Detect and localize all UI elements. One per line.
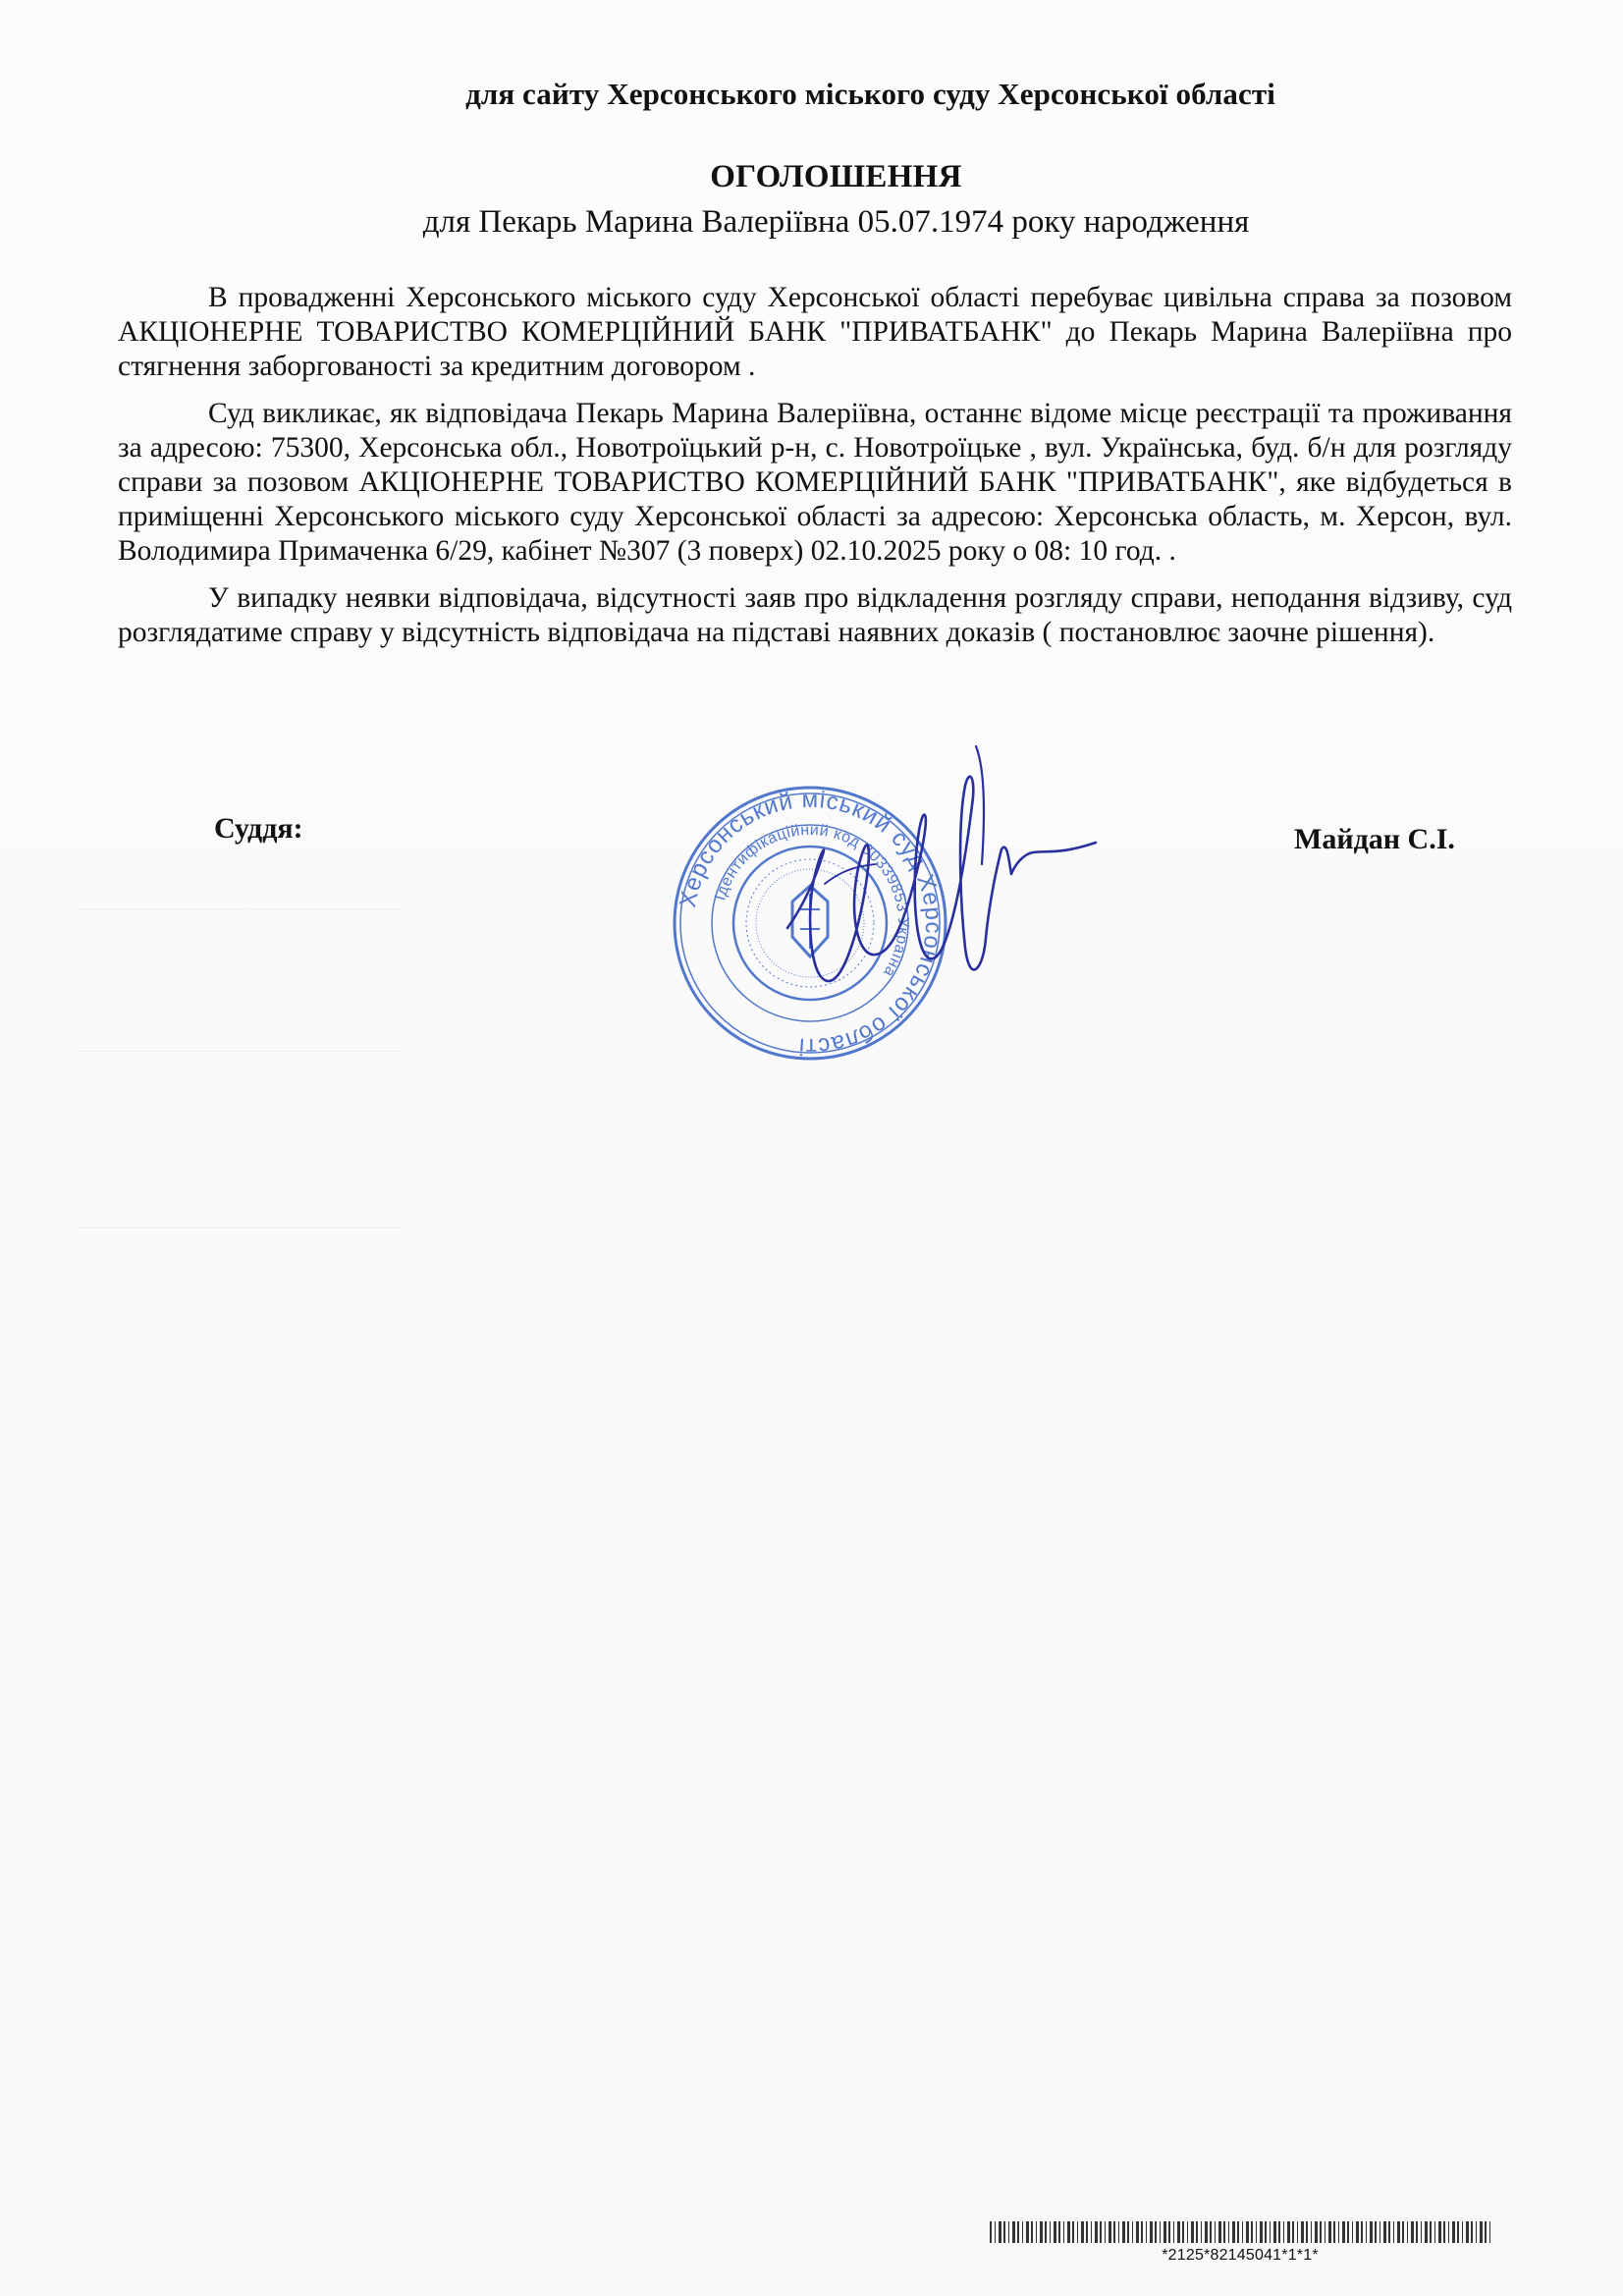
svg-text:Ідентифікаційний код 30339853: Ідентифікаційний код 30339853 Україна (712, 821, 912, 980)
paragraph-case-info: В провадженні Херсонського міського суду Херсонської області перебуває цивільна справа за позовом АКЦІОНЕРНЕ ТОВАРИСТВО КОМЕРЦІЙНИЙ БАНК "ПРИВАТБАНК" до Пекарь Марина Валеріївна про стягнення заборгованості за кредитним договором . (118, 282, 1512, 382)
barcode-bars (990, 2221, 1490, 2243)
signature-graphic (766, 727, 1119, 1051)
paragraph-default-notice: У випадку неявки відповідача, відсутності заяв про відкладення розгляду справи, неподання відзиву, суд розглядатиме справу у відсутність відповідача на підставі наявних доказів ( постановлює заочне рішення). (118, 582, 1512, 648)
document-barcode (990, 2221, 1490, 2290)
scan-artifact-line (79, 908, 403, 909)
judge-name: Майдан С.І. (1294, 823, 1455, 855)
announcement-subtitle: для Пекарь Марина Валеріївна 05.07.1974 року народження (422, 204, 1250, 240)
announcement-body (118, 281, 1512, 663)
judge-label: Суддя: (214, 812, 303, 845)
svg-text:Херсонський міський суд Херсон: Херсонський міський суд Херсонської області (675, 786, 947, 1061)
scan-artifact-line (79, 1051, 403, 1052)
paragraph-summons: Суд викликає, як відповідача Пекарь Марина Валеріївна, останнє відоме місце реєстрації та проживання за адресою: 75300, Херсонська обл., Новотроїцький р-н, с. Новотроїцьке , вул. Українська, буд. б/н для розгляду справи за позовом АКЦІОНЕРНЕ ТОВАРИСТВО КОМЕРЦІЙНИЙ БАНК "ПРИВАТБАНК", яке відбудеться в приміщенні Херсонського міського суду Херсонської області за адресою: Херсонська область, м. Херсон, вул. Володимира Примаченка 6/29, кабінет №307 (3 поверх) 02.10.2025 року о 08: 10 год. . (118, 398, 1512, 567)
document-header: для сайту Херсонського міського суду Херсонської області (465, 77, 1275, 111)
judge-signature (766, 727, 1119, 1051)
scan-artifact-line (79, 1228, 403, 1229)
barcode-number: *2125*82145041*1*1* (1162, 2247, 1319, 2264)
announcement-title: ОГОЛОШЕННЯ (710, 159, 962, 194)
